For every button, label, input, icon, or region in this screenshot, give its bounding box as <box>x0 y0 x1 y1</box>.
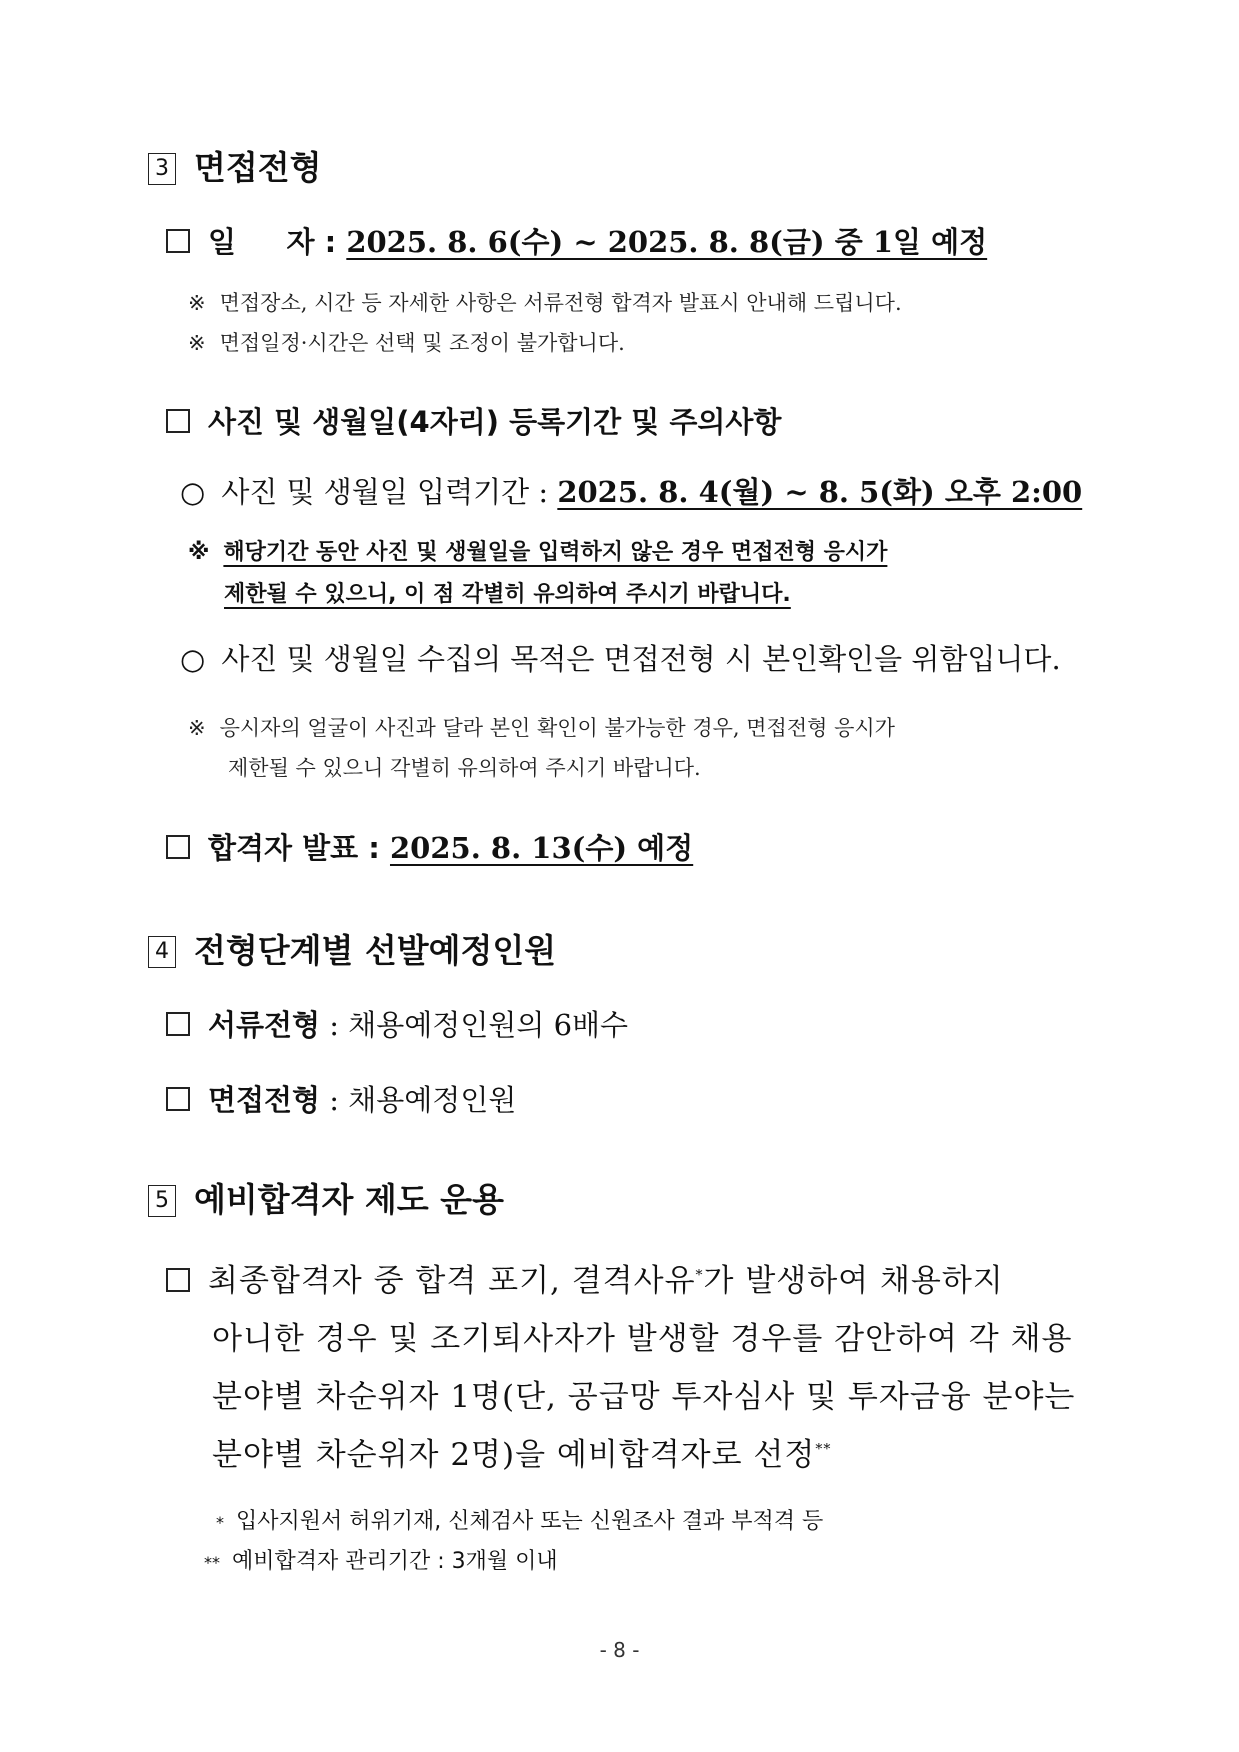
photo-note-line-1: ※ 응시자의 얼굴이 사진과 달라 본인 확인이 불가능한 경우, 면접전형 응시가 <box>188 716 895 740</box>
announce-line: 합격자 발표 : 2025. 8. 13(수) 예정 <box>166 826 693 867</box>
section-title: 예비합격자 제도 운용 <box>194 1180 504 1219</box>
section-3-heading <box>148 142 322 189</box>
reference-mark-icon: ※ <box>188 716 206 740</box>
circle-bullet-icon: ○ <box>180 642 206 676</box>
section-number-box: 5 <box>148 1185 176 1217</box>
footnote-2: ** 예비합격자 관리기간 : 3개월 이내 <box>204 1549 558 1574</box>
checkbox-icon <box>166 1268 190 1292</box>
reserve-line-1: 최종합격자 중 합격 포기, 결격사유*가 발생하여 채용하지 <box>166 1255 1004 1300</box>
photo-warning-line-2: 제한될 수 있으니, 이 점 각별히 유의하여 주시기 바랍니다. <box>224 582 791 607</box>
photo-note-line-2: 제한될 수 있으니 각별히 유의하여 주시기 바랍니다. <box>228 756 701 780</box>
section-5-heading <box>148 1174 504 1221</box>
reserve-line-3: 분야별 차순위자 1명(단, 공급망 투자심사 및 투자금융 분야는 <box>212 1379 1076 1415</box>
checkbox-icon <box>166 835 190 859</box>
checkbox-icon <box>166 409 190 433</box>
reference-mark-icon: ※ <box>188 291 206 315</box>
reference-mark-icon: ※ <box>188 331 206 355</box>
interview-note-2: ※ 면접일정·시간은 선택 및 조정이 불가합니다. <box>188 331 625 355</box>
photo-period-value: 2025. 8. 4(월) ~ 8. 5(화) 오후 2:00 <box>557 475 1083 509</box>
page-number: - 8 - <box>599 1638 640 1662</box>
section-title: 전형단계별 선발예정인원 <box>194 931 557 970</box>
checkbox-icon <box>166 229 190 253</box>
interview-date-label: 일 자 : <box>208 225 337 259</box>
interview-note-1: ※ 면접장소, 시간 등 자세한 사항은 서류전형 합격자 발표시 안내해 드립니다. <box>188 291 902 315</box>
circle-bullet-icon: ○ <box>180 475 206 509</box>
announce-value: 2025. 8. 13(수) 예정 <box>389 831 694 865</box>
interview-date-value: 2025. 8. 6(수) ~ 2025. 8. 8(금) 중 1일 예정 <box>346 225 988 259</box>
section-4-heading <box>148 925 556 972</box>
selection-document-line: 서류전형 : 채용예정인원의 6배수 <box>166 1003 628 1044</box>
reserve-line-4: 분야별 차순위자 2명)을 예비합격자로 선정** <box>212 1437 832 1473</box>
checkbox-icon <box>166 1012 190 1036</box>
footnote-1: * 입사지원서 허위기재, 신체검사 또는 신원조사 결과 부적격 등 <box>216 1509 824 1534</box>
interview-date-line <box>166 220 987 261</box>
checkbox-icon <box>166 1087 190 1111</box>
photo-purpose-line: ○ 사진 및 생월일 수집의 목적은 면접전형 시 본인확인을 위함입니다. <box>180 642 1061 676</box>
photo-warning-line-1: ※ 해당기간 동안 사진 및 생월일을 입력하지 않은 경우 면접전형 응시가 <box>188 540 888 565</box>
reference-mark-icon: ※ <box>188 540 210 565</box>
section-title: 면접전형 <box>194 148 322 187</box>
photo-period-line: ○ 사진 및 생월일 입력기간 : 2025. 8. 4(월) ~ 8. 5(화) 오후 2:00 <box>180 475 1083 509</box>
selection-interview-line: 면접전형 : 채용예정인원 <box>166 1078 516 1119</box>
section-number-box: 4 <box>148 936 176 968</box>
section-number-box: 3 <box>148 153 176 185</box>
photo-heading: 사진 및 생월일(4자리) 등록기간 및 주의사항 <box>166 400 781 441</box>
reserve-line-2: 아니한 경우 및 조기퇴사자가 발생할 경우를 감안하여 각 채용 <box>212 1321 1073 1357</box>
